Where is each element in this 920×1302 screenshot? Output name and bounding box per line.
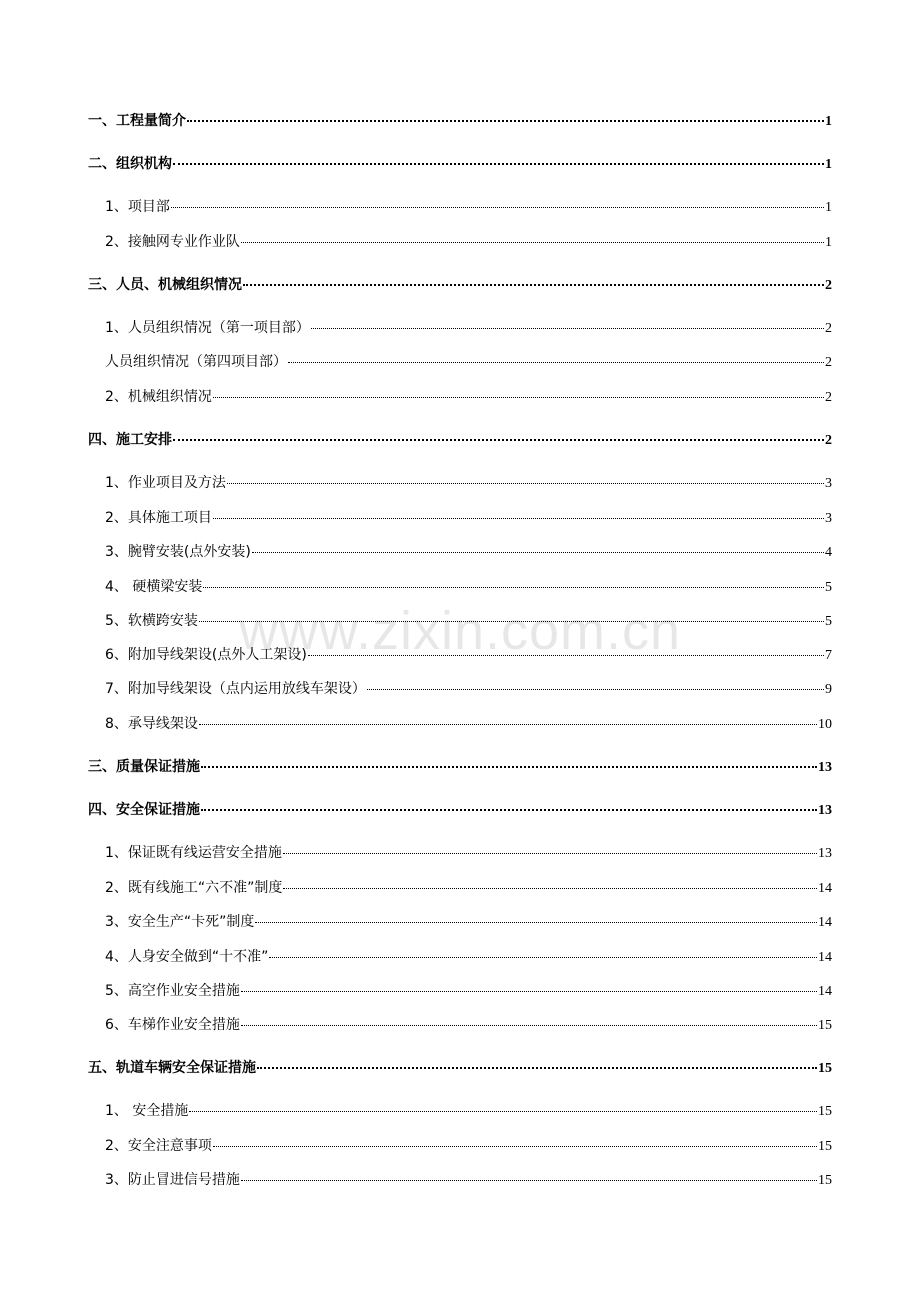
dot-leader [227, 483, 824, 484]
toc-entry-label: 5、软横跨安装 [105, 613, 198, 629]
toc-page-number: 2 [825, 433, 832, 448]
watermark: www.zixin.com.cn [238, 601, 682, 661]
toc-entry-label: 2、具体施工项目 [105, 510, 212, 526]
toc-subsection-entry[interactable] [88, 578, 832, 597]
dot-leader [199, 621, 824, 622]
dot-leader [173, 163, 824, 165]
toc-section-entry[interactable] [88, 276, 832, 295]
toc-page-number: 15 [818, 1139, 832, 1154]
toc-page-number: 2 [825, 390, 832, 405]
dot-leader [252, 552, 824, 553]
toc-entry-label: 一、工程量简介 [88, 113, 186, 129]
toc-subsection-entry[interactable] [88, 1016, 832, 1035]
dot-leader [288, 362, 824, 363]
toc-page-number: 3 [825, 476, 832, 491]
toc-subsection-entry[interactable] [88, 948, 832, 967]
toc-subsection-entry[interactable] [88, 319, 832, 338]
toc-subsection-entry[interactable] [88, 388, 832, 407]
toc-entry-label: 四、安全保证措施 [88, 802, 200, 818]
toc-entry-label: 1、作业项目及方法 [105, 475, 226, 491]
dot-leader [257, 1067, 817, 1069]
toc-subsection-entry[interactable] [88, 1171, 832, 1190]
toc-entry-label: 6、车梯作业安全措施 [105, 1017, 240, 1033]
toc-entry-label: 5、高空作业安全措施 [105, 983, 240, 999]
toc-subsection-entry[interactable] [88, 509, 832, 528]
toc-entry-label: 1、保证既有线运营安全措施 [105, 845, 282, 861]
dot-leader [213, 518, 824, 519]
dot-leader [243, 284, 824, 286]
toc-entry-label: 三、人员、机械组织情况 [88, 277, 242, 293]
dot-leader [203, 587, 824, 588]
toc-section-entry[interactable] [88, 801, 832, 820]
toc-section-entry[interactable] [88, 112, 832, 131]
toc-page-number: 15 [818, 1061, 832, 1076]
toc-subsection-entry[interactable] [88, 198, 832, 217]
toc-subsection-entry[interactable] [88, 1137, 832, 1156]
dot-leader [189, 1111, 817, 1112]
toc-page-number: 9 [825, 682, 832, 697]
toc-entry-label: 8、承导线架设 [105, 716, 198, 732]
toc-page-number: 10 [818, 717, 832, 732]
dot-leader [311, 328, 824, 329]
toc-entry-label: 2、安全注意事项 [105, 1138, 212, 1154]
toc-page-number: 13 [818, 760, 832, 775]
toc-section-entry[interactable] [88, 1059, 832, 1078]
toc-subsection-entry[interactable] [88, 612, 832, 631]
toc-subsection-entry[interactable] [88, 879, 832, 898]
dot-leader [213, 1146, 817, 1147]
toc-entry-label: 三、质量保证措施 [88, 759, 200, 775]
dot-leader [171, 207, 824, 208]
toc-page-number: 3 [825, 511, 832, 526]
toc-entry-label: 7、附加导线架设（点内运用放线车架设） [105, 681, 366, 697]
dot-leader [283, 888, 817, 889]
toc-entry-label: 4、 硬横梁安装 [105, 579, 203, 595]
toc-subsection-entry[interactable] [88, 646, 832, 665]
toc-entry-label: 2、既有线施工“六不准”制度 [105, 880, 283, 896]
toc-subsection-entry[interactable] [88, 233, 832, 252]
toc-entry-label: 2、机械组织情况 [105, 389, 212, 405]
toc-entry-label: 1、 安全措施 [105, 1103, 189, 1119]
dot-leader [367, 689, 824, 690]
toc-page-number: 1 [825, 157, 832, 172]
toc-entry-label: 6、附加导线架设(点外人工架设) [105, 647, 307, 663]
toc-subsection-entry[interactable] [88, 913, 832, 932]
toc-page-number: 14 [818, 984, 832, 999]
dot-leader [241, 1025, 817, 1026]
toc-section-entry[interactable] [88, 758, 832, 777]
toc-entry-label: 2、接触网专业作业队 [105, 234, 240, 250]
toc-subsection-entry[interactable] [88, 715, 832, 734]
toc-entry-label: 人员组织情况（第四项目部） [105, 354, 287, 370]
dot-leader [187, 120, 824, 122]
toc-page-number: 1 [825, 235, 832, 250]
toc-page-number: 13 [818, 803, 832, 818]
dot-leader [201, 766, 817, 768]
toc-page-number: 2 [825, 355, 832, 370]
toc-entry-label: 3、安全生产“卡死”制度 [105, 914, 255, 930]
toc-page-number: 5 [825, 614, 832, 629]
dot-leader [308, 655, 824, 656]
dot-leader [241, 242, 824, 243]
dot-leader [241, 1180, 817, 1181]
toc-subsection-entry[interactable] [88, 844, 832, 863]
toc-entry-label: 1、项目部 [105, 199, 170, 215]
toc-page-number: 14 [818, 950, 832, 965]
toc-entry-label: 3、腕臂安装(点外安装) [105, 544, 251, 560]
toc-page-number: 1 [825, 114, 832, 129]
toc-subsection-entry[interactable] [88, 353, 832, 372]
toc-page-number: 2 [825, 278, 832, 293]
toc-subsection-entry[interactable] [88, 1102, 832, 1121]
toc-page-number: 13 [818, 846, 832, 861]
toc-entry-label: 二、组织机构 [88, 156, 172, 172]
dot-leader [255, 922, 817, 923]
toc-page-number: 14 [818, 915, 832, 930]
toc-subsection-entry[interactable] [88, 680, 832, 699]
toc-page-number: 1 [825, 200, 832, 215]
dot-leader [213, 397, 824, 398]
toc-subsection-entry[interactable] [88, 474, 832, 493]
toc-section-entry[interactable] [88, 431, 832, 450]
dot-leader [269, 957, 817, 958]
toc-page-number: 15 [818, 1104, 832, 1119]
dot-leader [283, 853, 817, 854]
toc-page-number: 2 [825, 321, 832, 336]
toc-page-number: 15 [818, 1173, 832, 1188]
toc-page-number: 7 [825, 648, 832, 663]
toc-entry-label: 五、轨道车辆安全保证措施 [88, 1060, 256, 1076]
dot-leader [201, 809, 817, 811]
toc-page-number: 5 [825, 580, 832, 595]
dot-leader [199, 724, 817, 725]
dot-leader [241, 991, 817, 992]
toc-page-number: 4 [825, 545, 832, 560]
toc-page-number: 15 [818, 1018, 832, 1033]
toc-section-entry[interactable] [88, 155, 832, 174]
toc-entry-label: 1、人员组织情况（第一项目部） [105, 320, 310, 336]
toc-entry-label: 3、防止冒进信号措施 [105, 1172, 240, 1188]
dot-leader [173, 439, 824, 441]
toc-page-number: 14 [818, 881, 832, 896]
toc-entry-label: 四、施工安排 [88, 432, 172, 448]
toc-entry-label: 4、人身安全做到“十不准” [105, 949, 269, 965]
toc-subsection-entry[interactable] [88, 982, 832, 1001]
toc-subsection-entry[interactable] [88, 543, 832, 562]
